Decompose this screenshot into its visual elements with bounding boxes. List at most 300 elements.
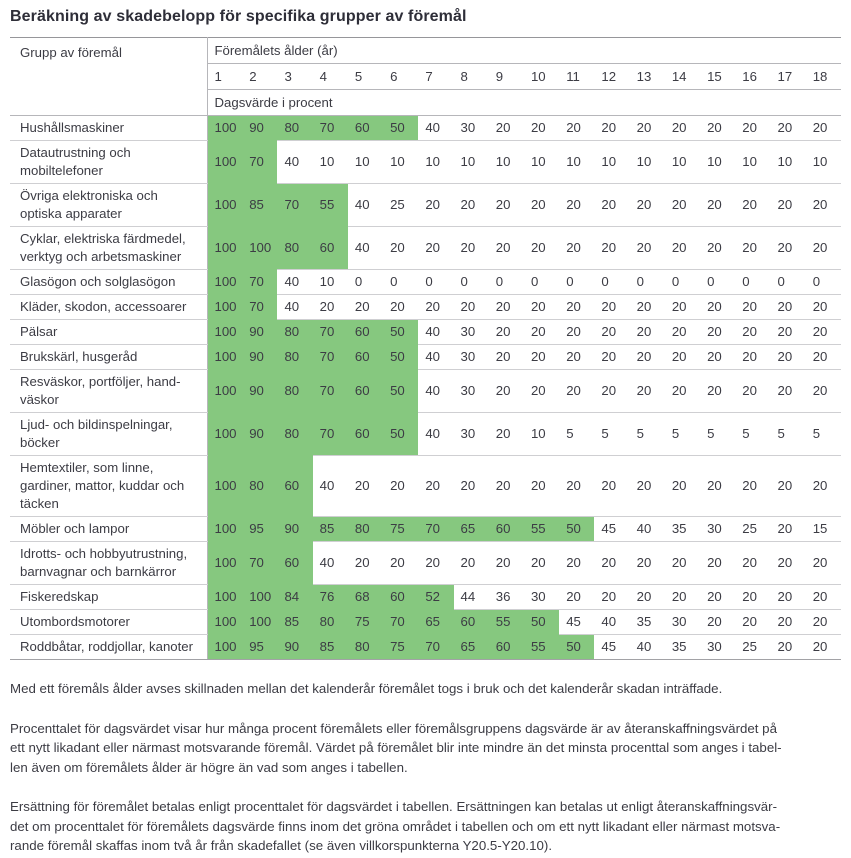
value-cell: 100 [207,542,242,585]
value-cell: 60 [348,370,383,413]
value-cell: 20 [735,542,770,585]
value-cell: 70 [313,413,348,456]
value-cell: 20 [559,456,594,517]
value-cell: 65 [454,517,489,542]
value-cell: 20 [806,295,841,320]
value-cell: 80 [277,345,312,370]
table-row [10,517,841,542]
value-cell: 20 [630,320,665,345]
value-cell: 0 [489,270,524,295]
value-cell: 100 [207,141,242,184]
value-cell: 20 [806,184,841,227]
value-cell: 75 [348,610,383,635]
value-cell: 20 [771,456,806,517]
value-cell: 20 [771,227,806,270]
value-cell: 10 [313,270,348,295]
value-cell: 50 [383,320,418,345]
value-cell: 20 [806,542,841,585]
table-row [10,635,841,660]
value-cell: 70 [242,141,277,184]
value-cell: 20 [418,227,453,270]
row-label: Hemtextiler, som linne, gardiner, mattor, kuddar och täcken [10,456,207,517]
value-cell: 20 [665,295,700,320]
table-row [10,320,841,345]
value-cell: 20 [700,116,735,141]
value-cell: 35 [630,610,665,635]
value-cell: 20 [771,610,806,635]
age-column-header: 2 [242,64,277,90]
value-cell: 50 [383,370,418,413]
value-cell: 20 [594,184,629,227]
value-cell: 90 [277,517,312,542]
age-column-header: 16 [735,64,770,90]
value-cell: 20 [735,295,770,320]
value-cell: 84 [277,585,312,610]
value-cell: 20 [524,542,559,585]
table-row [10,116,841,141]
age-column-header: 1 [207,64,242,90]
value-cell: 80 [348,635,383,660]
value-cell: 20 [735,345,770,370]
value-cell: 30 [454,345,489,370]
value-cell: 50 [559,517,594,542]
value-cell: 20 [489,542,524,585]
notes-section [10,679,841,856]
value-cell: 55 [313,184,348,227]
value-cell: 20 [771,635,806,660]
value-cell: 20 [348,542,383,585]
value-cell: 20 [489,320,524,345]
value-cell: 85 [277,610,312,635]
value-cell: 30 [454,370,489,413]
value-cell: 20 [559,585,594,610]
value-cell: 20 [665,456,700,517]
value-cell: 20 [630,370,665,413]
value-cell: 20 [771,320,806,345]
age-column-header: 17 [771,64,806,90]
value-cell: 10 [383,141,418,184]
age-column-header: 4 [313,64,348,90]
note-paragraph: Med ett föremåls ålder avses skillnaden mellan det kalenderår föremålet togs i bruk och det kalenderår skadan inträffade. [10,681,723,696]
value-cell: 50 [383,413,418,456]
row-label: Ljud- och bildinspelningar, böcker [10,413,207,456]
value-cell: 20 [665,227,700,270]
value-cell: 20 [418,184,453,227]
value-cell: 60 [348,413,383,456]
value-cell: 70 [418,517,453,542]
value-cell: 50 [383,345,418,370]
value-cell: 30 [454,413,489,456]
value-cell: 68 [348,585,383,610]
value-cell: 52 [418,585,453,610]
value-cell: 20 [313,295,348,320]
value-cell: 20 [524,456,559,517]
value-cell: 20 [806,610,841,635]
value-cell: 0 [630,270,665,295]
value-cell: 20 [806,227,841,270]
age-group-header: Föremålets ålder (år) [207,38,841,64]
value-cell: 20 [806,320,841,345]
value-cell: 70 [313,370,348,413]
age-column-header: 12 [594,64,629,90]
value-cell: 20 [630,456,665,517]
value-cell: 100 [207,370,242,413]
value-cell: 30 [700,635,735,660]
value-cell: 20 [700,345,735,370]
value-cell: 20 [735,370,770,413]
value-cell: 20 [665,370,700,413]
value-cell: 20 [594,227,629,270]
value-cell: 20 [559,345,594,370]
value-cell: 10 [313,141,348,184]
value-cell: 70 [313,320,348,345]
value-cell: 5 [700,413,735,456]
value-cell: 20 [700,184,735,227]
row-label: Möbler och lampor [10,517,207,542]
value-cell: 20 [524,184,559,227]
age-column-header: 14 [665,64,700,90]
table-row [10,345,841,370]
value-cell: 44 [454,585,489,610]
value-cell: 10 [348,141,383,184]
row-label: Datautrustning och mobiltelefoner [10,141,207,184]
value-cell: 100 [207,227,242,270]
value-cell: 30 [665,610,700,635]
age-column-header: 13 [630,64,665,90]
value-cell: 10 [418,141,453,184]
value-cell: 20 [559,542,594,585]
row-label: Övriga elektroniska och optiska apparater [10,184,207,227]
value-cell: 75 [383,517,418,542]
value-cell: 70 [313,116,348,141]
value-cell: 80 [277,116,312,141]
value-cell: 20 [665,320,700,345]
value-cell: 20 [735,320,770,345]
value-cell: 35 [665,517,700,542]
value-cell: 55 [524,635,559,660]
value-cell: 40 [418,345,453,370]
age-column-header: 10 [524,64,559,90]
value-cell: 65 [418,610,453,635]
value-cell: 40 [348,184,383,227]
value-cell: 60 [348,320,383,345]
value-cell: 60 [348,345,383,370]
value-cell: 50 [524,610,559,635]
value-cell: 60 [313,227,348,270]
value-cell: 20 [559,184,594,227]
value-cell: 20 [454,456,489,517]
value-cell: 20 [806,370,841,413]
value-cell: 0 [806,270,841,295]
age-column-header: 8 [454,64,489,90]
value-cell: 100 [207,184,242,227]
value-cell: 85 [242,184,277,227]
value-cell: 5 [559,413,594,456]
value-cell: 5 [806,413,841,456]
value-cell: 60 [489,635,524,660]
value-cell: 10 [806,141,841,184]
value-cell: 20 [418,295,453,320]
value-cell: 20 [348,456,383,517]
value-cell: 100 [242,585,277,610]
value-cell: 55 [489,610,524,635]
value-cell: 10 [594,141,629,184]
value-cell: 80 [277,227,312,270]
value-cell: 20 [735,116,770,141]
value-cell: 0 [594,270,629,295]
value-cell: 85 [313,517,348,542]
value-cell: 20 [489,370,524,413]
value-cell: 45 [594,517,629,542]
value-cell: 20 [594,295,629,320]
table-row [10,141,841,184]
value-cell: 20 [594,585,629,610]
value-cell: 40 [630,635,665,660]
value-cell: 80 [348,517,383,542]
group-column-header: Grupp av föremål [10,38,207,116]
value-cell: 70 [277,184,312,227]
value-cell: 85 [313,635,348,660]
value-cell: 90 [277,635,312,660]
value-cell: 20 [771,295,806,320]
value-cell: 20 [559,116,594,141]
value-cell: 5 [771,413,806,456]
value-cell: 40 [277,295,312,320]
value-cell: 80 [277,370,312,413]
value-cell: 20 [700,542,735,585]
value-cell: 20 [454,295,489,320]
value-cell: 20 [594,320,629,345]
row-label: Pälsar [10,320,207,345]
value-cell: 5 [630,413,665,456]
value-cell: 20 [700,295,735,320]
value-cell: 45 [559,610,594,635]
value-cell: 10 [524,413,559,456]
row-label: Kläder, skodon, accessoarer [10,295,207,320]
value-cell: 20 [594,345,629,370]
value-cell: 60 [277,456,312,517]
value-cell: 20 [735,610,770,635]
age-column-header: 11 [559,64,594,90]
value-cell: 20 [665,345,700,370]
value-cell: 5 [735,413,770,456]
row-label: Roddbåtar, roddjollar, kanoter [10,635,207,660]
value-cell: 20 [454,542,489,585]
table-row [10,270,841,295]
row-label: Utombordsmotorer [10,610,207,635]
value-cell: 60 [383,585,418,610]
value-cell: 35 [665,635,700,660]
page-title: Beräkning av skadebelopp för specifika grupper av föremål [10,8,467,25]
value-cell: 10 [524,141,559,184]
value-cell: 20 [383,542,418,585]
value-cell: 30 [454,116,489,141]
value-cell: 70 [418,635,453,660]
value-cell: 20 [630,295,665,320]
value-cell: 20 [735,585,770,610]
value-cell: 20 [524,227,559,270]
value-cell: 20 [630,184,665,227]
table-row [10,585,841,610]
value-cell: 70 [242,270,277,295]
value-cell: 20 [594,542,629,585]
value-cell: 20 [454,227,489,270]
row-label: Resväskor, portföljer, hand- väskor [10,370,207,413]
value-cell: 50 [559,635,594,660]
value-cell: 60 [277,542,312,585]
value-cell: 40 [630,517,665,542]
value-cell: 80 [277,413,312,456]
value-cell: 100 [242,227,277,270]
value-cell: 20 [735,184,770,227]
value-cell: 20 [630,542,665,585]
value-cell: 40 [313,542,348,585]
value-cell: 40 [418,116,453,141]
value-cell: 95 [242,517,277,542]
table-row [10,542,841,585]
value-cell: 20 [630,227,665,270]
note-paragraph: Ersättning för föremålet betalas enligt procenttalet för dagsvärdet i tabellen. Ersättningen kan betalas ut enligt återanskaffningsvär- det om procenttalet för föremålets dagsvärde finns inom det gröna området i tabellen och om ett nytt likadant eller närmast motsva- rande föremål skaffas inom två år från skadefallet (se även villkorspunkterna Y20.5-Y20.10). [10,799,781,853]
value-cell: 20 [383,295,418,320]
table-header [10,38,841,116]
table-body [10,116,841,660]
value-cell: 40 [277,270,312,295]
value-cell: 20 [489,116,524,141]
value-cell: 20 [806,116,841,141]
value-cell: 20 [665,184,700,227]
row-label: Fiskeredskap [10,585,207,610]
value-cell: 100 [207,320,242,345]
value-cell: 20 [771,184,806,227]
value-cell: 20 [806,635,841,660]
value-cell: 20 [489,184,524,227]
value-cell: 30 [524,585,559,610]
value-cell: 20 [489,295,524,320]
value-cell: 0 [383,270,418,295]
value-cell: 0 [454,270,489,295]
value-cell: 40 [418,413,453,456]
value-cell: 0 [559,270,594,295]
value-cell: 10 [630,141,665,184]
value-cell: 10 [559,141,594,184]
value-cell: 20 [594,456,629,517]
value-cell: 20 [454,184,489,227]
age-column-header: 3 [277,64,312,90]
value-cell: 20 [559,370,594,413]
value-cell: 25 [735,517,770,542]
value-cell: 100 [207,610,242,635]
value-cell: 20 [700,456,735,517]
value-cell: 100 [207,413,242,456]
value-cell: 20 [559,320,594,345]
value-cell: 100 [207,270,242,295]
value-cell: 20 [524,320,559,345]
value-cell: 60 [489,517,524,542]
value-cell: 20 [594,370,629,413]
value-cell: 20 [771,585,806,610]
value-cell: 70 [242,295,277,320]
value-cell: 20 [735,456,770,517]
value-cell: 20 [700,320,735,345]
row-label: Hushållsmaskiner [10,116,207,141]
value-cell: 20 [806,456,841,517]
value-cell: 20 [735,227,770,270]
value-cell: 70 [242,542,277,585]
value-cell: 20 [630,345,665,370]
value-unit-header: Dagsvärde i procent [207,90,841,116]
value-cell: 20 [700,370,735,413]
value-cell: 20 [524,345,559,370]
age-column-header: 18 [806,64,841,90]
value-cell: 20 [524,116,559,141]
table-row [10,413,841,456]
age-column-header: 15 [700,64,735,90]
value-cell: 76 [313,585,348,610]
value-cell: 95 [242,635,277,660]
value-cell: 20 [524,370,559,413]
value-cell: 30 [700,517,735,542]
table-row [10,456,841,517]
value-cell: 20 [806,585,841,610]
value-cell: 5 [594,413,629,456]
table-row [10,610,841,635]
age-column-header: 7 [418,64,453,90]
value-cell: 70 [313,345,348,370]
value-cell: 10 [489,141,524,184]
value-cell: 20 [665,542,700,585]
value-cell: 40 [313,456,348,517]
value-cell: 20 [806,345,841,370]
value-cell: 100 [207,517,242,542]
value-cell: 20 [771,116,806,141]
value-cell: 20 [630,116,665,141]
row-label: Brukskärl, husgeråd [10,345,207,370]
value-cell: 55 [524,517,559,542]
table-row [10,295,841,320]
age-column-header: 6 [383,64,418,90]
value-cell: 20 [524,295,559,320]
value-cell: 60 [348,116,383,141]
value-cell: 10 [700,141,735,184]
value-cell: 50 [383,116,418,141]
value-cell: 10 [665,141,700,184]
value-cell: 100 [207,345,242,370]
value-cell: 20 [489,456,524,517]
value-cell: 20 [771,345,806,370]
value-cell: 20 [630,585,665,610]
value-cell: 40 [348,227,383,270]
value-cell: 20 [700,610,735,635]
value-cell: 0 [771,270,806,295]
value-cell: 5 [665,413,700,456]
value-cell: 20 [418,456,453,517]
value-cell: 100 [207,635,242,660]
value-cell: 45 [594,635,629,660]
value-cell: 30 [454,320,489,345]
row-label: Cyklar, elektriska färdmedel, verktyg och arbetsmaskiner [10,227,207,270]
value-cell: 80 [242,456,277,517]
age-column-header: 9 [489,64,524,90]
value-cell: 0 [700,270,735,295]
value-cell: 36 [489,585,524,610]
value-cell: 20 [489,413,524,456]
value-cell: 20 [700,585,735,610]
value-cell: 20 [348,295,383,320]
header-row-1 [10,38,841,64]
value-cell: 40 [418,370,453,413]
value-cell: 20 [489,227,524,270]
value-cell: 80 [277,320,312,345]
